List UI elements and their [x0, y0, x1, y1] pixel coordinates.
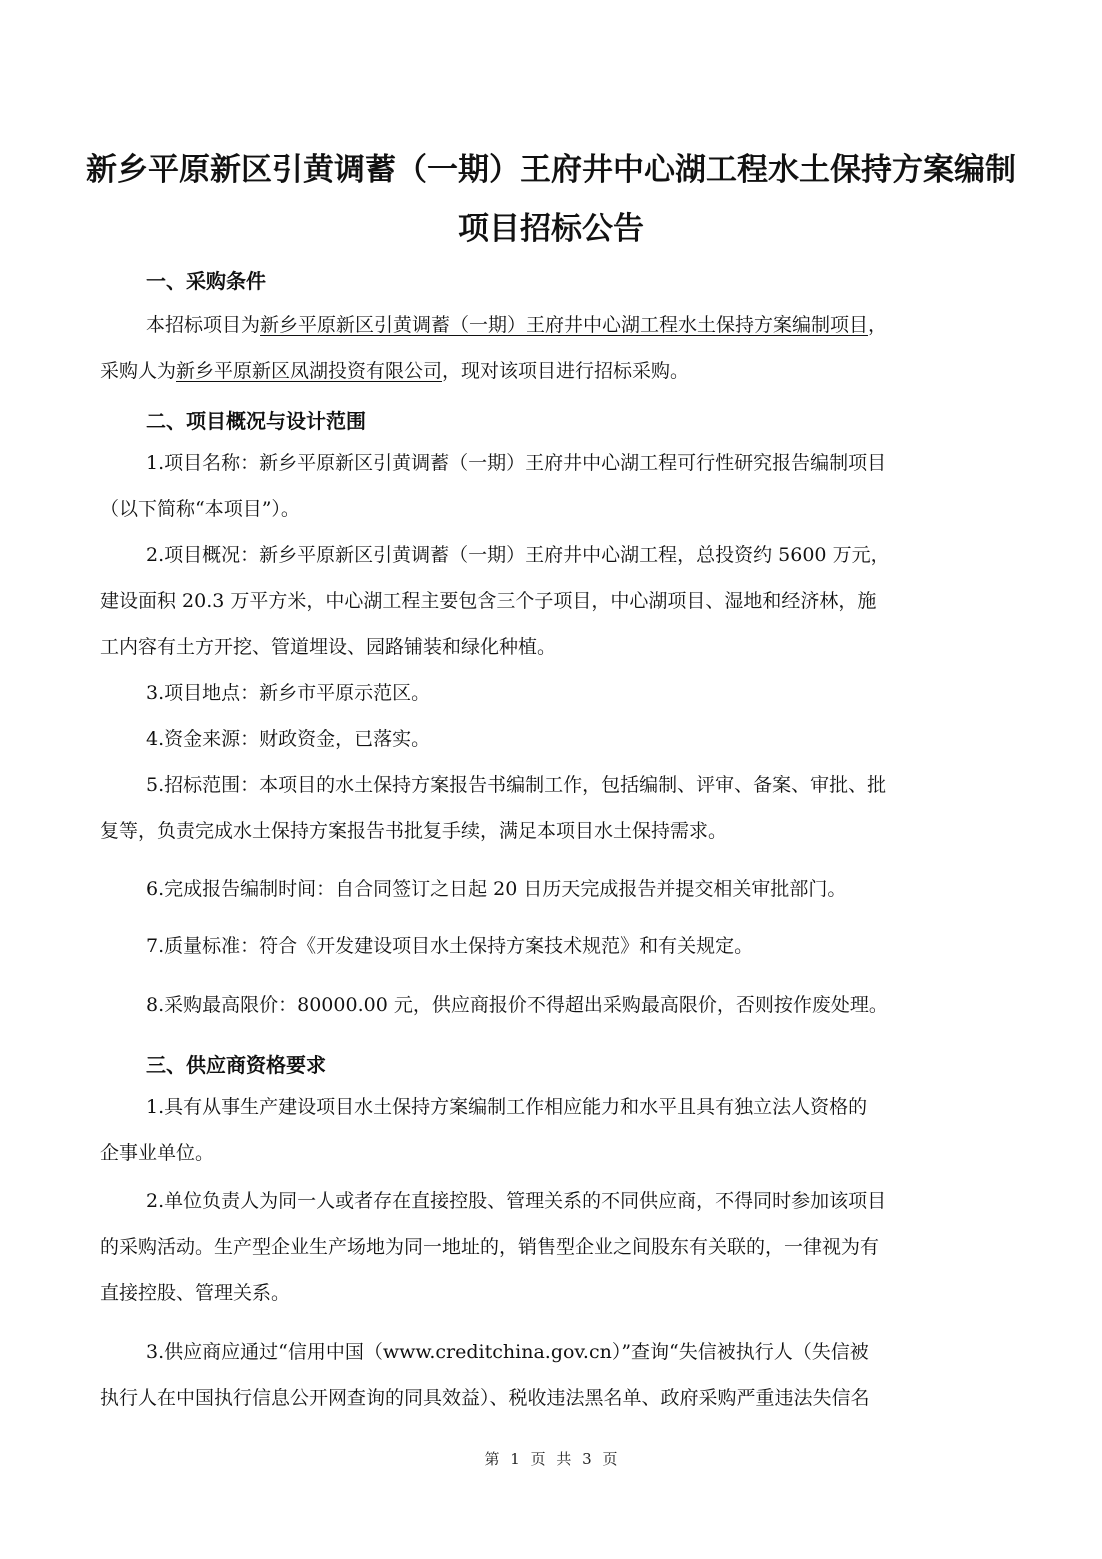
section2-item6: [100, 866, 1000, 912]
section2-item5: [100, 762, 1000, 854]
section2-item1-line1: 1.项目名称：新乡平原新区引黄调蓄（一期）王府井中心湖工程可行性研究报告编制项目: [146, 452, 887, 474]
section2-item5-line1: 5.招标范围：本项目的水土保持方案报告书编制工作，包括编制、评审、备案、审批、批: [146, 774, 887, 796]
document-title-line2: 项目招标公告: [458, 211, 644, 247]
section1-prefix: 本招标项目为: [146, 314, 261, 336]
section2-item2: [100, 532, 1000, 670]
section2-item6-line: 6.完成报告编制时间：自合同签订之日起 20 日历天完成报告并提交相关审批部门。: [146, 878, 847, 900]
section3-item2-line1: 2.单位负责人为同一人或者存在直接控股、管理关系的不同供应商，不得同时参加该项目: [146, 1190, 887, 1212]
section1-line2-suffix: ，现对该项目进行招标采购。: [442, 360, 690, 382]
section2-heading: 二、项目概况与设计范围: [146, 409, 366, 433]
section2-item5-line2: 复等，负责完成水土保持方案报告书批复手续，满足本项目水土保持需求。: [100, 820, 728, 842]
section1-comma: ，: [868, 314, 888, 336]
section3-item1-line2: 企事业单位。: [100, 1142, 215, 1164]
section3-item3: [100, 1329, 1000, 1421]
page-number-footer: 第 1 页 共 3 页: [484, 1450, 618, 1468]
section2-item8-line: 8.采购最高限价：80000.00 元，供应商报价不得超出采购最高限价，否则按作废处理。: [146, 994, 888, 1016]
section3-item3-line2: 执行人在中国执行信息公开网查询的同具效益）、税收违法黑名单、政府采购严重违法失信名: [100, 1387, 870, 1409]
section2-item3-line: 3.项目地点：新乡市平原示范区。: [146, 682, 431, 704]
section2-item1: [100, 440, 1000, 532]
section2-item8: [100, 982, 1000, 1028]
purchaser-underlined: 新乡平原新区凤湖投资有限公司: [176, 360, 443, 382]
section2-item1-line2: （以下简称“本项目”）。: [100, 498, 300, 520]
section3-item1-line1: 1.具有从事生产建设项目水土保持方案编制工作相应能力和水平且具有独立法人资格的: [146, 1096, 868, 1118]
section2-item4: [100, 716, 1000, 762]
section2-item7-line: 7.质量标准：符合《开发建设项目水土保持方案技术规范》和有关规定。: [146, 935, 754, 957]
section2-item7: [100, 923, 1000, 969]
section3-item2-line2: 的采购活动。生产型企业生产场地为同一地址的，销售型企业之间股东有关联的，一律视为有: [100, 1236, 880, 1258]
section1-line1: [100, 302, 1000, 348]
document-title-line1: 新乡平原新区引黄调蓄（一期）王府井中心湖工程水土保持方案编制: [86, 152, 1016, 188]
section3-item3-line1: 3.供应商应通过“信用中国（www.creditchina.gov.cn）”查询“失信被执行人（失信被: [146, 1341, 869, 1363]
section2-item2-line1: 2.项目概况：新乡平原新区引黄调蓄（一期）王府井中心湖工程，总投资约 5600 万元，: [146, 544, 890, 566]
project-name-underlined: 新乡平原新区引黄调蓄（一期）王府井中心湖工程水土保持方案编制项目: [260, 314, 869, 336]
section2-item3: [100, 670, 1000, 716]
section1-line2-prefix: 采购人为: [100, 360, 177, 382]
section2-item2-line2: 建设面积 20.3 万平方米，中心湖工程主要包含三个子项目，中心湖项目、湿地和经济林，施: [100, 590, 877, 612]
section2-item2-line3: 工内容有土方开挖、管道埋设、园路铺装和绿化种植。: [100, 636, 557, 658]
section1-line2: [100, 348, 1000, 394]
section1-heading: 一、采购条件: [146, 269, 266, 293]
section1-paragraph: [100, 302, 1000, 394]
section3-item2-line3: 直接控股、管理关系。: [100, 1282, 291, 1304]
section3-item1: [100, 1084, 1000, 1176]
section3-item2: [100, 1178, 1000, 1316]
section2-item4-line: 4.资金来源：财政资金，已落实。: [146, 728, 431, 750]
section3-heading: 三、供应商资格要求: [146, 1053, 326, 1077]
